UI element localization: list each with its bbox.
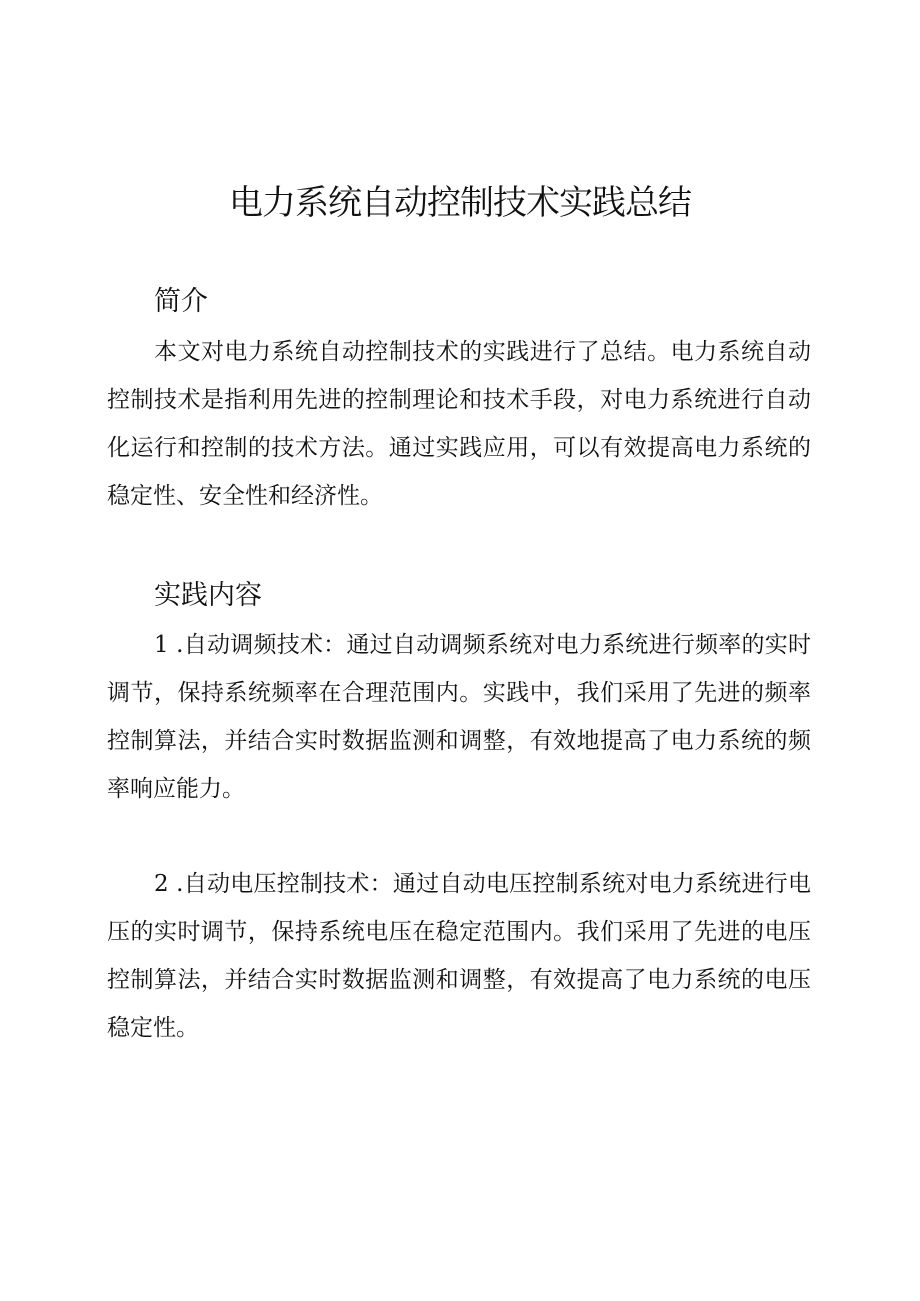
section-heading-practice: 实践内容 [154, 580, 262, 611]
page-title: 电力系统自动控制技术实践总结 [229, 183, 691, 223]
practice-paragraph-2: 2 .自动电压控制技术：通过自动电压控制系统对电力系统进行电压的实时调节，保持系统电压在稳定范围内。我们采用了先进的电压控制算法，并结合实时数据监测和调整，有效提高了电力系统的电压稳定性。 [107, 871, 811, 1041]
intro-paragraph: 本文对电力系统自动控制技术的实践进行了总结。电力系统自动控制技术是指利用先进的控制理论和技术手段，对电力系统进行自动化运行和控制的技术方法。通过实践应用，可以有效提高电力系统的稳定性、安全性和经济性。 [107, 339, 811, 509]
section-heading-intro: 简介 [154, 286, 208, 317]
practice-paragraph-1: 1 .自动调频技术：通过自动调频系统对电力系统进行频率的实时调节，保持系统频率在合理范围内。实践中，我们采用了先进的频率控制算法，并结合实时数据监测和调整，有效地提高了电力系统的频率响应能力。 [107, 632, 811, 802]
